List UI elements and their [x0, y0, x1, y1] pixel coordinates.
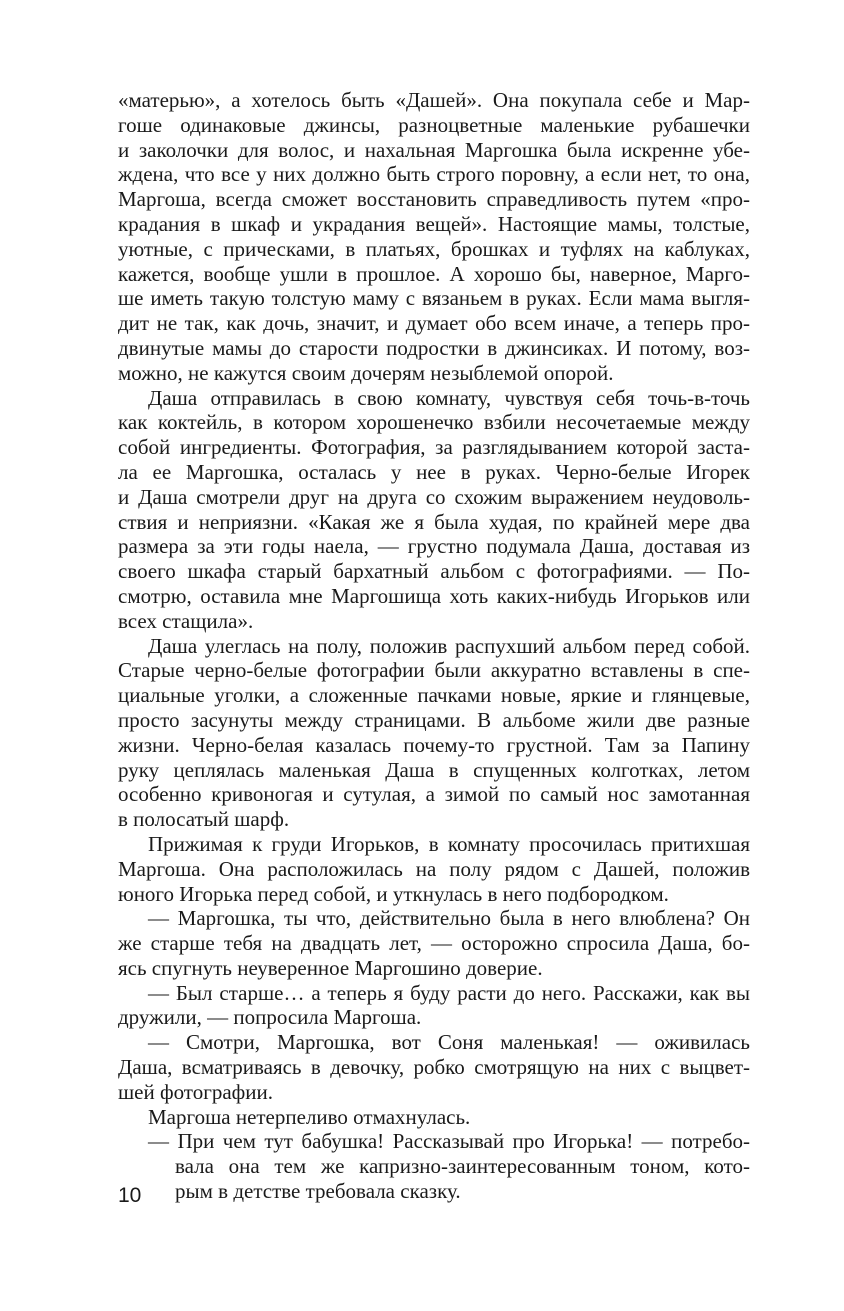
text-line: ше иметь такую толстую маму с вязаньем в руках. Если мама выгля-: [118, 286, 750, 311]
text-line: же старше тебя на двадцать лет, — осторожно спросила Даша, бо-: [118, 931, 750, 956]
text-line: «матерью», а хотелось быть «Дашей». Она покупала себе и Мар-: [118, 88, 750, 112]
text-line: Даша, всматриваясь в девочку, робко смотрящую на них с выцвет-: [118, 1055, 750, 1080]
text-line: Маргоша, всегда сможет восстановить справедливость путем «про-: [118, 187, 750, 212]
text-line: Прижимая к груди Игорьков, в комнату просочилась притихшая: [148, 831, 750, 856]
text-line: ла ее Маргошка, осталась у нее в руках. Черно-белые Игорек: [118, 459, 750, 484]
text-line: особенно кривоногая и сутулая, а зимой по самый нос замотанная: [118, 782, 750, 807]
page-body: [118, 88, 750, 1204]
text-line: размера за эти годы наела, — грустно подумала Даша, доставая из: [118, 534, 750, 559]
text-line: дружили, — попросила Маргоша.: [118, 1005, 422, 1030]
text-line: и Даша смотрели друг на друга со схожим выражением неудоволь-: [118, 484, 750, 509]
text-line: уютные, с прическами, в платьях, брошках и туфлях на каблуках,: [118, 236, 750, 261]
text-line: как коктейль, в котором хорошенечко взбили несочетаемые между: [118, 410, 750, 435]
text-line: вала она тем же капризно-заинтересованным тоном, кото-: [175, 1154, 750, 1179]
text-line: Старые черно-белые фотографии были аккуратно вставлены в спе-: [118, 658, 750, 683]
text-line: ждена, что все у них должно быть строго поровну, а если нет, то она,: [118, 162, 750, 187]
text-line: крадания в шкаф и украдания вещей». Настоящие мамы, толстые,: [118, 211, 750, 236]
text-line: — Был старше… а теперь я буду расти до него. Расскажи, как вы: [148, 980, 750, 1005]
text-line: смотрю, оставила мне Маргошища хоть каких-нибудь Игорьков или: [118, 583, 750, 608]
page-number: 10: [118, 1184, 142, 1207]
text-line: и заколочки для волос, и нахальная Маргошка была искренне убе-: [118, 137, 750, 162]
text-line: собой ингредиенты. Фотография, за разглядыванием которой заста-: [118, 435, 750, 460]
text-line: кажется, вообще ушли в прошлое. А хорошо бы, наверное, Марго-: [118, 261, 750, 286]
text-line: ствия и неприязни. «Какая же я была худая, по крайней мере два: [118, 509, 750, 534]
text-line: двинутые мамы до старости подростки в джинсиках. И потому, воз-: [118, 335, 750, 360]
text-line: жизни. Черно-белая казалась почему-то грустной. Там за Папину: [118, 732, 750, 757]
text-line: ясь спугнуть неуверенное Маргошино доверие.: [118, 955, 543, 980]
text-line: Даша улеглась на полу, положив распухший альбом перед собой.: [148, 633, 750, 658]
text-line: — При чем тут бабушка! Рассказывай про Игорька! — потребо-: [148, 1129, 750, 1154]
text-line: Даша отправилась в свою комнату, чувствуя себя точь-в-точь: [148, 385, 750, 410]
text-line: своего шкафа старый бархатный альбом с фотографиями. — По-: [118, 559, 750, 584]
text-line: рым в детстве требовала сказку.: [175, 1179, 461, 1204]
text-line: можно, не кажутся своим дочерям незыблемой опорой.: [118, 360, 614, 385]
text-line: дит не так, как дочь, значит, и думает обо всем иначе, а теперь про-: [118, 311, 750, 336]
text-line: всех стащила».: [118, 608, 254, 633]
text-line: в полосатый шарф.: [118, 807, 290, 832]
text-line: Маргоша нетерпеливо отмахнулась.: [148, 1104, 471, 1129]
text-line: гоше одинаковые джинсы, разноцветные маленькие рубашечки: [118, 112, 750, 137]
text-line: циальные уголки, а сложенные пачками новые, яркие и глянцевые,: [118, 683, 750, 708]
text-line: юного Игорька перед собой, и уткнулась в него подбородком.: [118, 881, 669, 906]
text-line: — Смотри, Маргошка, вот Соня маленькая! — оживилась: [148, 1030, 750, 1055]
text-line: шей фотографии.: [118, 1079, 273, 1104]
text-line: — Маргошка, ты что, действительно была в него влюблена? Он: [148, 906, 750, 931]
text-line: просто засунуты между страницами. В альбоме жили две разные: [118, 707, 750, 732]
text-line: руку цеплялась маленькая Даша в спущенных колготках, летом: [118, 757, 750, 782]
text-line: Маргоша. Она расположилась на полу рядом с Дашей, положив: [118, 856, 750, 881]
